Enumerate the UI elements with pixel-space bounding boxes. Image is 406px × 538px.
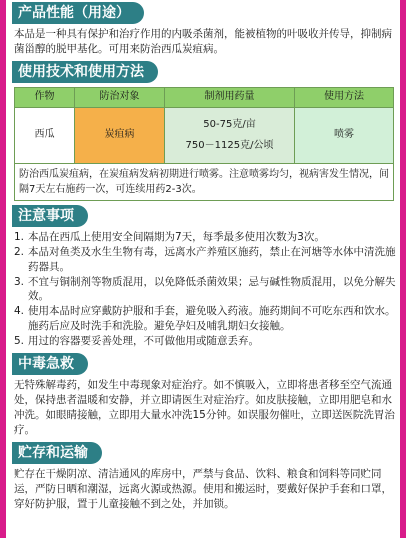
list-item: 1. 本品在西瓜上使用安全间隔期为7天，每季最多使用次数为3次。 xyxy=(14,230,325,243)
header-target: 防治对象 xyxy=(75,87,165,107)
usage-table-header-row xyxy=(15,87,394,107)
cell-method: 喷雾 xyxy=(295,107,394,163)
usage-table-row xyxy=(15,107,394,163)
section-title-poisoning: 中毒急救 xyxy=(12,353,88,375)
usage-note: 防治西瓜炭疽病，在炭疽病发病初期进行喷雾。注意喷雾均匀，视病害发生情况，间隔7天左右施药一次，可连续用药2-3次。 xyxy=(14,164,394,201)
header-dose: 制剂用药量 xyxy=(165,87,295,107)
section-title-properties: 产品性能（用途） xyxy=(12,2,144,24)
list-item: 4. 使用本品时应穿戴防护服和手套，避免吸入药液。施药期间不可吃东西和饮水。施药后应及时洗手和洗脸。避免孕妇及哺乳期妇女接触。 xyxy=(14,305,396,333)
list-item: 5. 用过的容器要妥善处理，不可做他用或随意丢弃。 xyxy=(14,335,259,348)
storage-text: 贮存在干燥阴凉、清洁通风的库房中，严禁与食品、饮料、粮食和饲料等同贮同运，严防日晒和潮湿，远离火源或热源。使用和搬运时，要戴好保护手套和口罩，穿好防护服，置于儿童接触不到之处，并加锁。 xyxy=(14,467,392,510)
precautions-list xyxy=(14,230,396,349)
section-title-storage: 贮存和运输 xyxy=(12,442,102,464)
cell-dose xyxy=(165,107,295,163)
header-method: 使用方法 xyxy=(295,87,394,107)
cell-crop: 西瓜 xyxy=(15,107,75,163)
header-crop: 作物 xyxy=(15,87,75,107)
section-title-usage: 使用技术和使用方法 xyxy=(12,61,158,83)
list-item: 2. 本品对鱼类及水生生物有毒，远离水产养殖区施药，禁止在河塘等水体中清洗施药器具。 xyxy=(14,245,396,273)
list-item: 3. 不宜与铜制剂等物质混用，以免降低杀菌效果；忌与碱性物质混用，以免分解失效。 xyxy=(14,275,396,303)
poisoning-text: 无特殊解毒药，如发生中毒现象对症治疗。如不慎吸入，立即将患者移至空气流通处，保持患者温暖和安静，并立即请医生对症治疗。如皮肤接触，立即用肥皂和水冲洗。如眼睛接触，立即用大量水冲洗15分钟。如误服勿催吐，立即送医院洗胃治疗。 xyxy=(14,379,395,436)
dose-per-hectare: 750－1125克/公顷 xyxy=(185,140,274,152)
usage-table xyxy=(14,87,394,164)
properties-text: 本品是一种具有保护和治疗作用的内吸杀菌剂，能被植物的叶吸收并传导，抑制病菌甾醇的脱甲基化。可用来防治西瓜炭疽病。 xyxy=(14,28,392,55)
section-title-precautions: 注意事项 xyxy=(12,205,88,227)
dose-per-mu: 50-75克/亩 xyxy=(203,119,256,131)
cell-target: 炭疽病 xyxy=(75,107,165,163)
